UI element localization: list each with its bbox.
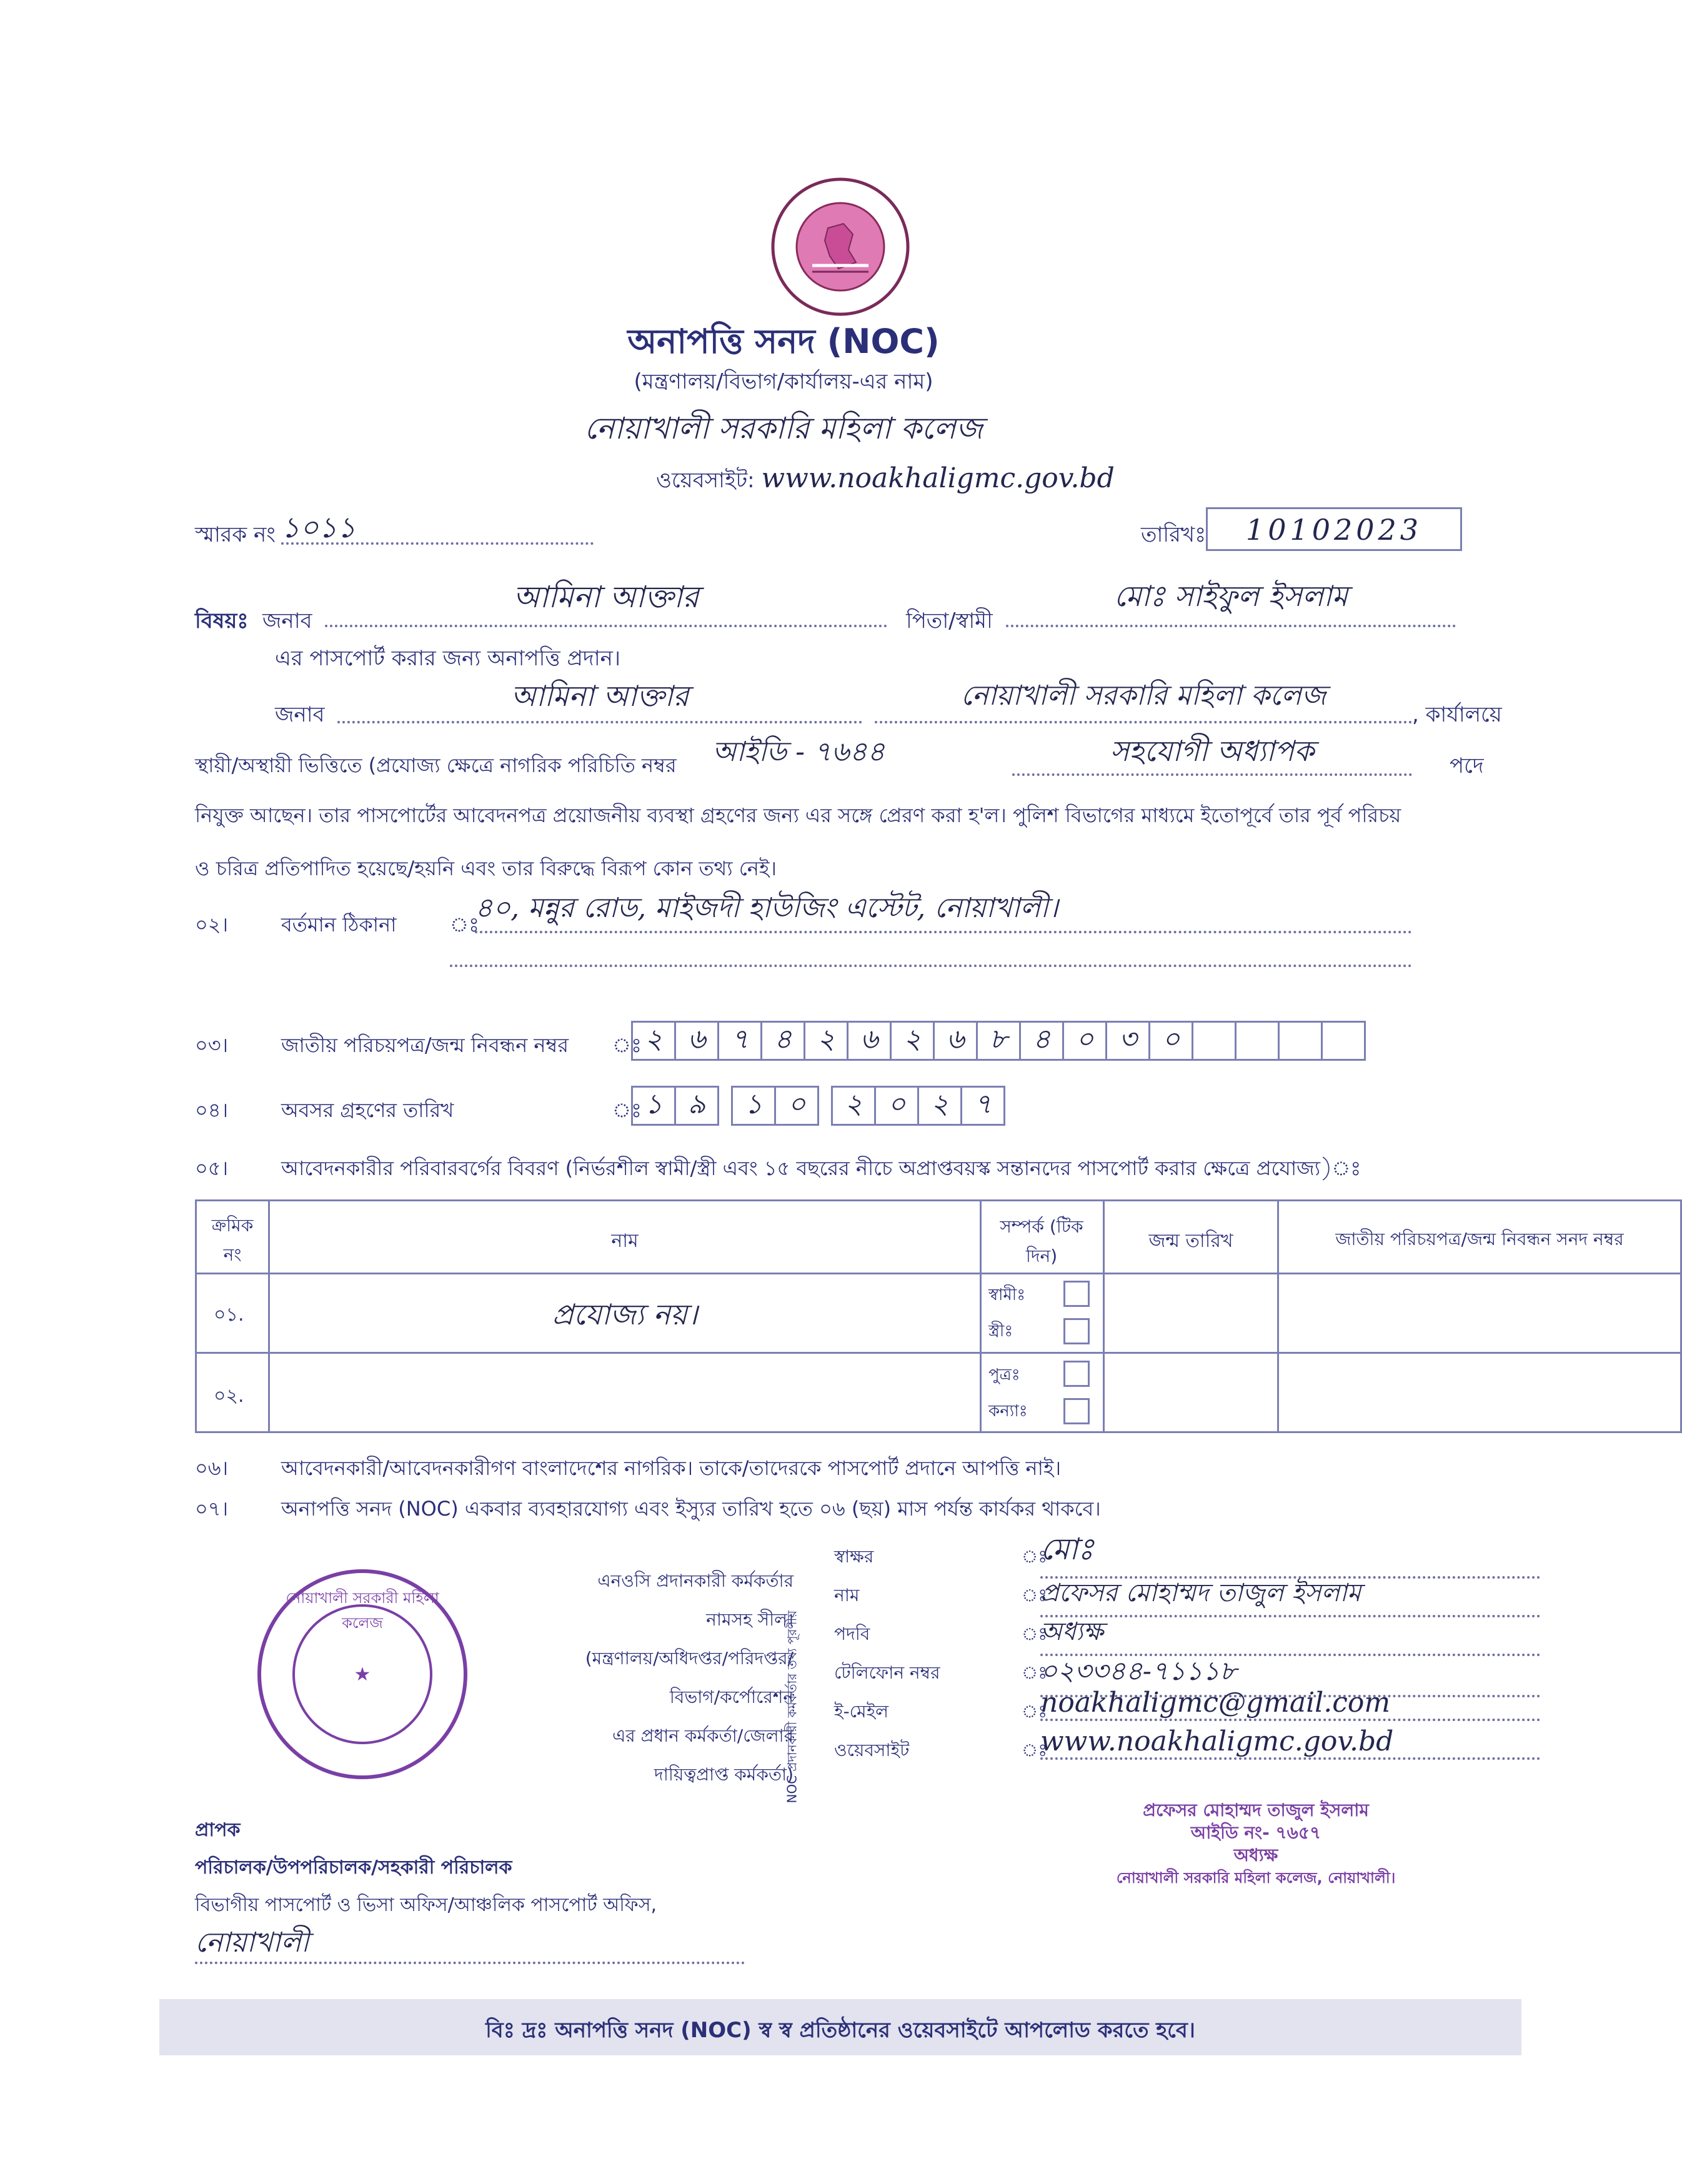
row-rel-b: স্ত্রীঃ [988, 1322, 1013, 1341]
retire-digit: ২ [917, 1086, 962, 1126]
officer-field-label: নাম [834, 1585, 860, 1606]
row-dob-cell [1103, 1273, 1279, 1354]
row-rel-a: স্বামীঃ [988, 1286, 1026, 1304]
seal-line: আইডি নং- ৭৬৫৭ [1190, 1822, 1321, 1843]
round-office-seal [250, 1562, 475, 1787]
clause-06-number: ০৬। [195, 1456, 229, 1480]
officer-field-label: ওয়েবসাইট [834, 1740, 910, 1760]
memo-label: স্মারক নং [195, 522, 276, 547]
footer-note: বিঃ দ্রঃ অনাপত্তি সনদ (NOC) স্ব স্ব প্রতিষ্ঠানের ওয়েবসাইটে আপলোড করতে হবে। [485, 2018, 1195, 2043]
seal-line: অধ্যক্ষ [1233, 1845, 1278, 1865]
nid-digit: ৬ [674, 1021, 719, 1061]
table-header-relation-text: সম্পর্ক (টিক দিন) [1000, 1216, 1083, 1266]
row-serial: ০২. [214, 1385, 244, 1407]
item-05-number: ০৫। [195, 1156, 229, 1180]
officer-field-colon: ঃ [1022, 1740, 1048, 1760]
officer-field-row [834, 1725, 1553, 1775]
nid-digit: ৩ [1105, 1021, 1150, 1061]
officer-field-email: noakhaligmc@gmail.com [1040, 1687, 1540, 1721]
subject-label: বিষয়ঃ [195, 608, 249, 633]
recipient-line-3: নোয়াখালী [195, 1924, 745, 1964]
nid-digit: ৪ [1019, 1021, 1064, 1061]
row-name: প্রযোজ্য নয়। [552, 1298, 698, 1331]
retire-digit: ৭ [960, 1086, 1005, 1126]
website-row [656, 462, 1115, 500]
retire-digit: ০ [774, 1086, 819, 1126]
address-label: বর্তমান ঠিকানা [281, 913, 397, 936]
father-label: পিতা/স্বামী [906, 608, 993, 633]
officer-fields [834, 1532, 1553, 1775]
nid-digit: ২ [804, 1021, 848, 1061]
officer-desc-line: এর প্রধান কর্মকর্তা/জেলার [612, 1725, 794, 1746]
retire-digit-boxes [631, 1086, 1003, 1126]
body-paragraph: নিযুক্ত আছেন। তার পাসপোর্টের আবেদনপত্র প্রয়োজনীয় ব্যবস্থা গ্রহণের জন্য এর সঙ্গে প্রেরণ করা হ'ল। পুলিশ বিভাগের মাধ্যমে ইতোপূর্বে তার পূর্ব পরিচয় [195, 803, 1401, 827]
website-label: ওয়েবসাইট: [656, 468, 755, 493]
officer-field-label: পদবি [834, 1624, 870, 1644]
round-seal-text: নোয়াখালী সরকারী মহিলা কলেজ [286, 1589, 439, 1632]
seal-line: প্রফেসর মোহাম্মদ তাজুল ইসলাম [1143, 1800, 1369, 1820]
officer-field-label: ই-মেইল [834, 1701, 889, 1722]
officer-field-colon: ঃ [1022, 1701, 1048, 1722]
government-emblem [769, 175, 912, 319]
officer-field-name: প্রফেসর মোহাম্মদ তাজুল ইসলাম [1040, 1573, 1540, 1617]
officer-desc-line: নামসহ সীল। [706, 1609, 794, 1630]
retire-digit: ১ [731, 1086, 776, 1126]
relation-checkbox[interactable] [1063, 1361, 1090, 1387]
recipient-block [195, 1812, 745, 1964]
officer-desc-line: (মন্ত্রণালয়/অধিদপ্তর/পরিদপ্তর/ [585, 1648, 794, 1669]
row-serial: ০১. [214, 1304, 244, 1326]
table-header-dob-text: জন্ম তারিখ [1148, 1230, 1233, 1252]
nid-digit: ৭ [717, 1021, 762, 1061]
officer-field-colon: ঃ [1022, 1546, 1048, 1567]
table-header-nid-text: জাতীয় পরিচয়পত্র/জন্ম নিবন্ধন সনদ নম্বর [1335, 1229, 1624, 1249]
retire-digit: ০ [874, 1086, 919, 1126]
nid-digit: ০ [1148, 1021, 1193, 1061]
retire-digit: ৯ [674, 1086, 719, 1126]
website-value: www.noakhaligmc.gov.bd [761, 462, 1115, 494]
nid-digit: ৪ [760, 1021, 805, 1061]
recipient-line-1: পরিচালক/উপপরিচালক/সহকারী পরিচালক [195, 1857, 512, 1879]
recipient-line-2: বিভাগীয় পাসপোর্ট ও ভিসা অফিস/আঞ্চলিক পাসপোর্ট অফিস, [195, 1894, 657, 1916]
nid-label: জাতীয় পরিচয়পত্র/জন্ম নিবন্ধন নম্বর [281, 1033, 569, 1057]
subject-janab: জনাব [262, 608, 312, 633]
body-id-value: আইডি - ৭৬৪৪ [712, 736, 885, 768]
address-colon: ঃ [450, 913, 480, 936]
nid-digit [1321, 1021, 1366, 1061]
row-rel-b: কন্যাঃ [988, 1402, 1028, 1421]
body-janab: জনাব [275, 702, 325, 727]
document-subtitle: (মন্ত্রণালয়/বিভাগ/কার্যালয়-এর নাম) [634, 369, 933, 394]
officer-desc-line: এনওসি প্রদানকারী কর্মকর্তার [597, 1571, 794, 1591]
nid-digit [1235, 1021, 1280, 1061]
nid-digit [1192, 1021, 1237, 1061]
nid-digit: ৮ [976, 1021, 1021, 1061]
retire-digit: ১ [631, 1086, 676, 1126]
address-line-2 [450, 962, 1412, 967]
officer-description [500, 1562, 794, 1794]
officer-field-signature: মোঃ [1040, 1527, 1540, 1579]
officer-field-colon: ঃ [1022, 1662, 1048, 1683]
row-rel-a: পুত্রঃ [988, 1366, 1020, 1384]
family-label: আবেদনকারীর পরিবারবর্গের বিবরণ (নির্ভরশীল স্বামী/স্ত্রী এবং ১৫ বছরের নীচে অপ্রাপ্তবয়স্ক সন্তানদের পাসপোর্ট করার ক্ষেত্রে প্রযোজ্য)ঃ [281, 1156, 1361, 1180]
nid-colon: ঃ [612, 1033, 642, 1057]
subject-line2: এর পাসপোর্ট করার জন্য অনাপত্তি প্রদান। [275, 646, 621, 671]
officer-field-website: www.noakhaligmc.gov.bd [1040, 1725, 1540, 1760]
item-03-number: ০৩। [195, 1033, 229, 1057]
office-name-field: নোয়াখালী সরকারি মহিলা কলেজ [584, 411, 983, 446]
family-table [195, 1199, 1624, 1437]
clause-07-number: ০৭। [195, 1497, 229, 1521]
body-pode: পদে [1450, 753, 1484, 778]
nid-digit [1278, 1021, 1323, 1061]
nid-digit: ৬ [847, 1021, 892, 1061]
nid-digit: ২ [890, 1021, 935, 1061]
memo-number: ১০১১ [281, 506, 594, 545]
father-value: মোঃ সাইফুল ইসলাম [1006, 575, 1456, 627]
nid-digit: ৬ [933, 1021, 978, 1061]
svg-text:★: ★ [354, 1664, 371, 1685]
body-name: আমিনা আক্তার [337, 675, 862, 723]
officer-field-phone: ০২৩৩৪৪-৭১১১৮ [1040, 1650, 1540, 1697]
officer-field-colon: ঃ [1022, 1585, 1048, 1606]
seal-line: নোয়াখালী সরকারি মহিলা কলেজ, নোয়াখালী। [1116, 1869, 1396, 1887]
document-title: অনাপত্তি সনদ (NOC) [627, 322, 940, 361]
body-designation: সহযোগী অধ্যাপক [1012, 730, 1412, 776]
retire-label: অবসর গ্রহণের তারিখ [281, 1098, 454, 1122]
item-02-number: ০২। [195, 913, 229, 936]
table-header-name-text: নাম [611, 1230, 639, 1252]
clause-06-text: আবেদনকারী/আবেদনকারীগণ বাংলাদেশের নাগরিক। তাকে/তাদেরকে পাসপোর্ট প্রদানে আপত্তি নাই। [281, 1456, 1062, 1480]
officer-desc-line: বিভাগ/কর্পোরেশন [669, 1687, 794, 1707]
item-04-number: ০৪। [195, 1098, 229, 1122]
table-header-serial-text: ক্রমিক নং [211, 1215, 254, 1265]
officer-field-label: স্বাক্ষর [834, 1546, 874, 1567]
clause-07-text: অনাপত্তি সনদ (NOC) একবার ব্যবহারযোগ্য এবং ইস্যুর তারিখ হতে ০৬ (ছয়) মাস পর্যন্ত কার্যকর থাকবে। [281, 1497, 1101, 1521]
officer-vertical-text: NOC প্রদানকারী কর্মকর্তার তথ্য পূরণীয় [784, 1610, 800, 1804]
body-office-suffix: , কার্যালয়ে [1412, 702, 1502, 727]
relation-checkbox[interactable] [1063, 1281, 1090, 1307]
relation-checkbox[interactable] [1063, 1318, 1090, 1344]
retire-colon: ঃ [612, 1098, 642, 1122]
principal-name-seal [1062, 1799, 1450, 1889]
body-paragraph-2: ও চরিত্র প্রতিপাদিত হয়েছে/হয়নি এবং তার বিরুদ্ধে বিরূপ কোন তথ্য নেই। [195, 856, 777, 880]
row-dob-cell [1103, 1352, 1279, 1433]
officer-field-label: টেলিফোন নম্বর [834, 1662, 940, 1683]
nid-digit: ০ [1062, 1021, 1107, 1061]
nid-digit-boxes [631, 1021, 1364, 1061]
body-perm-prefix: স্থায়ী/অস্থায়ী ভিত্তিতে (প্রযোজ্য ক্ষেত্রে নাগরিক পরিচিতি নম্বর [195, 753, 677, 777]
officer-field-designation: অধ্যক্ষ [1040, 1612, 1540, 1656]
officer-desc-line: দায়িত্বপ্রাপ্ত কর্মকর্তা) [654, 1764, 794, 1785]
body-office: নোয়াখালী সরকারি মহিলা কলেজ [875, 675, 1412, 723]
subject-name: আমিনা আক্তার [325, 575, 887, 627]
date-box: 10102023 [1206, 507, 1462, 551]
relation-checkbox[interactable] [1063, 1398, 1090, 1424]
retire-digit: ২ [831, 1086, 876, 1126]
row-name-cell [268, 1352, 982, 1433]
officer-field-colon: ঃ [1022, 1624, 1048, 1644]
nid-digit: ২ [631, 1021, 676, 1061]
recipient-label: প্রাপক [195, 1819, 241, 1841]
address-value: ৪০, মন্নুর রোড, মাইজদী হাউজিং এস্টেট, নোয়াখালী। [475, 887, 1412, 933]
date-label: তারিখঃ [1141, 522, 1207, 547]
